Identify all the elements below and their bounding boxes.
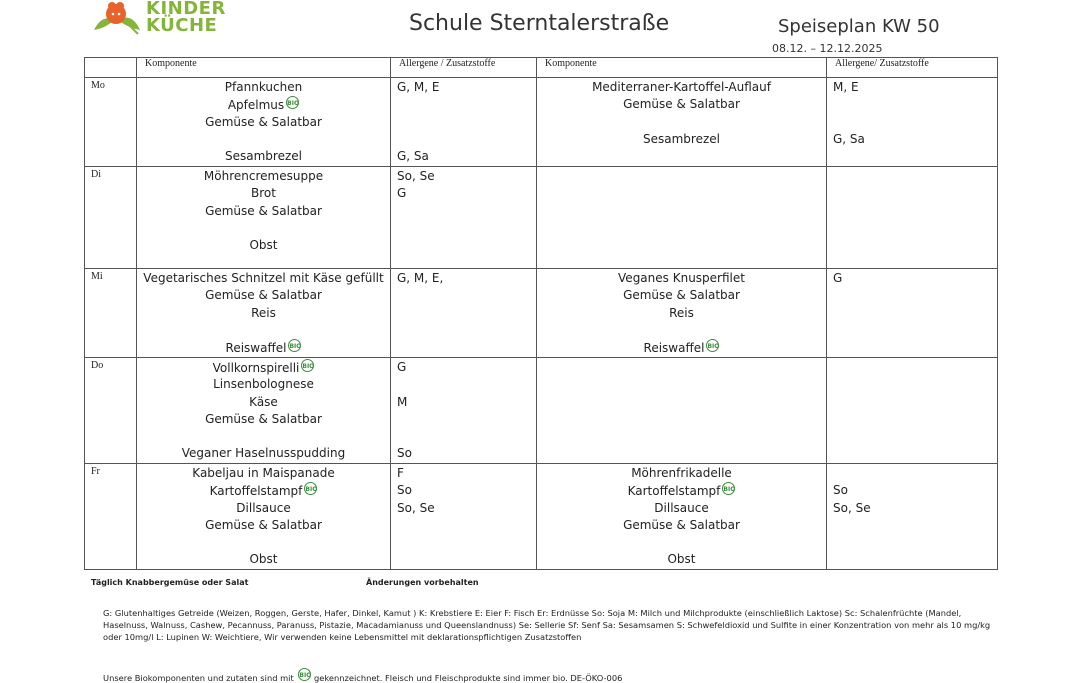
component-line: [137, 411, 390, 428]
component-line-text: Pfannkuchen: [224, 80, 303, 94]
plan-title: Speiseplan KW 50: [778, 16, 940, 37]
allergen-line-text: M: [397, 394, 408, 409]
allergen-line: [833, 411, 997, 428]
component-line: [537, 394, 826, 411]
logo-line-1: KINDER: [146, 0, 226, 19]
day-row: [85, 269, 998, 358]
component-line-text: Möhrencremesuppe: [203, 169, 324, 183]
menu-2-cell: [537, 167, 827, 269]
component-line: [137, 220, 390, 237]
component-line-text: Reis: [669, 305, 694, 320]
component-line: [137, 482, 390, 499]
day-row: [85, 464, 998, 570]
allergen-line: [397, 411, 536, 428]
component-line-text: Vegetarisches Schnitzel mit Käse gefüllt: [143, 271, 384, 285]
component-line: [537, 428, 826, 445]
component-line: [537, 322, 826, 339]
allergen-line: [833, 482, 997, 499]
allergen-line: [397, 114, 536, 131]
allergen-line-text: G: [397, 186, 407, 201]
menu-2-cell: [537, 269, 827, 358]
component-line-text: Gemüse & Salatbar: [205, 517, 322, 532]
day-label: Do: [85, 358, 137, 464]
allergen-line: [397, 287, 536, 304]
allergen-line-text: So: [397, 483, 412, 498]
component-line: [137, 359, 390, 376]
allergen-line: [833, 445, 997, 462]
bio-seal-icon: BIO: [304, 482, 317, 495]
menu-1-cell: [137, 464, 391, 570]
component-line: [537, 339, 826, 356]
component-line-text: Sesambrezel: [643, 131, 720, 146]
allergen-line: [397, 359, 536, 376]
allergens-1-cell: [391, 78, 537, 167]
bio-seal-icon: BIO: [286, 96, 299, 109]
component-line: [137, 168, 390, 185]
day-label: Mi: [85, 269, 137, 358]
allergen-line: [833, 79, 997, 96]
header-komponente-2: Komponente: [537, 58, 827, 78]
allergen-line: [833, 428, 997, 445]
allergen-line-text: So: [397, 446, 412, 461]
allergen-line: [397, 79, 536, 96]
allergen-line: [833, 287, 997, 304]
allergens-1-cell: [391, 269, 537, 358]
allergen-line: [833, 270, 997, 287]
component-line: [137, 517, 390, 534]
component-line: [537, 482, 826, 499]
allergens-2-cell: [827, 464, 998, 570]
component-line-text: Vollkornspirelli: [212, 361, 300, 375]
allergen-line: [397, 322, 536, 339]
component-line: [137, 237, 390, 254]
allergen-line: [397, 220, 536, 237]
allergen-line-text: G, M, E: [397, 80, 440, 94]
component-line: [537, 237, 826, 254]
component-line: [137, 96, 390, 113]
component-line-text: Dillsauce: [654, 500, 709, 515]
component-line-text: Mediterraner-Kartoffel-Auflauf: [592, 80, 771, 94]
allergen-line: [833, 305, 997, 322]
component-line: [537, 551, 826, 568]
component-line: [537, 220, 826, 237]
header-komponente-1: Komponente: [137, 58, 391, 78]
component-line: [137, 322, 390, 339]
allergen-legend: G: Glutenhaltiges Getreide (Weizen, Roggen, Gerste, Hafer, Dinkel, Kamut ) K: Krebstiere E: Eier F: Fisch Er: Erdnüsse So: Soja M: Milch und Milchprodukte (einschließlich Laktose) Sc: Schalenfrüchte (Mandel, Haselnuss, Walnuss, Cashew, Pecannuss, Paranuss, Pistazie, Macadamianuss und Queenslandnuss) Se: Sellerie Sf: Senf Sa: Sesamsamen S: Schwefeldioxid und Sulfite in einer Konzentration von mehr als 10 mg/kg oder 10mg/l L: Lupinen W: Weichtiere, Wir verwenden keine Lebensmittel mit deklarationspflichtigen Zusatzstoffen: [103, 608, 991, 643]
allergen-line: [833, 517, 997, 534]
component-line: [137, 339, 390, 356]
component-line: [137, 305, 390, 322]
allergen-line: [833, 237, 997, 254]
header-allergene-2: Allergene/ Zusatzstoffe: [827, 58, 998, 78]
menu-1-cell: [137, 167, 391, 269]
menu-2-cell: [537, 464, 827, 570]
chef-mascot-icon: [88, 0, 144, 36]
allergen-line: [833, 376, 997, 393]
component-line: [137, 114, 390, 131]
component-line: [137, 148, 390, 165]
component-line: [537, 287, 826, 304]
allergen-line: [397, 445, 536, 462]
menu-2-cell: [537, 78, 827, 167]
component-line: [537, 445, 826, 462]
component-line: [137, 394, 390, 411]
allergen-line: [397, 305, 536, 322]
allergen-line: [397, 482, 536, 499]
allergen-line: [833, 131, 997, 148]
menu-1-cell: [137, 269, 391, 358]
allergen-line: [397, 376, 536, 393]
allergen-line-text: So, Se: [397, 169, 435, 183]
header-day-cell: [85, 58, 137, 78]
component-line-text: Obst: [249, 238, 278, 253]
allergen-line-text: So, Se: [833, 500, 871, 515]
component-line-text: Gemüse & Salatbar: [623, 97, 740, 112]
allergens-1-cell: [391, 358, 537, 464]
allergen-line: [833, 500, 997, 517]
bio-seal-icon: BIO: [298, 668, 311, 681]
allergen-line: [833, 339, 997, 356]
component-line: [137, 185, 390, 202]
component-line-text: Apfelmus: [227, 98, 285, 113]
component-line: [537, 517, 826, 534]
school-title: Schule Sterntalerstraße: [409, 11, 670, 36]
component-line: [537, 96, 826, 113]
component-line: [537, 534, 826, 551]
component-line: [537, 114, 826, 131]
component-line: [537, 465, 826, 482]
allergen-line: [397, 185, 536, 202]
component-line-text: Gemüse & Salatbar: [205, 288, 322, 303]
allergen-line-text: M, E: [833, 80, 859, 94]
bio-seal-icon: BIO: [706, 339, 719, 352]
bio-footnote-text-a: Unsere Biokomponenten und zutaten sind mit: [103, 673, 294, 683]
allergens-2-cell: [827, 78, 998, 167]
allergen-line: [397, 551, 536, 568]
day-row: [85, 78, 998, 167]
component-line: [137, 131, 390, 148]
allergen-line-text: G, M, E,: [397, 271, 444, 285]
day-row: [85, 167, 998, 269]
bio-footnote-text-b: gekennzeichnet. Fleisch und Fleischprodukte sind immer bio. DE-ÖKO-006: [314, 673, 623, 683]
component-line-text: Veganer Haselnusspudding: [181, 446, 346, 461]
component-line-text: Reis: [251, 305, 276, 320]
menu-body: [85, 78, 998, 570]
component-line-text: Sesambrezel: [225, 149, 302, 164]
allergen-line-text: So, Se: [397, 500, 435, 515]
component-line: [137, 203, 390, 220]
table-header-row: [85, 58, 998, 78]
component-line: [537, 168, 826, 185]
allergens-2-cell: [827, 358, 998, 464]
component-line-text: Gemüse & Salatbar: [623, 288, 740, 303]
allergen-line: [397, 168, 536, 185]
daily-note: Täglich Knabbergemüse oder Salat: [91, 578, 249, 587]
component-line: [137, 376, 390, 393]
day-label: Di: [85, 167, 137, 269]
component-line: [537, 305, 826, 322]
menu-table: [84, 57, 998, 570]
kinderkueche-logo: [88, 0, 228, 36]
allergen-line: [397, 534, 536, 551]
allergens-2-cell: [827, 167, 998, 269]
component-line: [537, 148, 826, 165]
component-line: [137, 428, 390, 445]
bio-seal-icon: BIO: [288, 339, 301, 352]
component-line: [537, 411, 826, 428]
component-line: [537, 185, 826, 202]
allergen-line-text: G, Sa: [397, 149, 429, 164]
day-label: Fr: [85, 464, 137, 570]
allergen-line-text: G: [833, 271, 843, 285]
allergen-line: [397, 517, 536, 534]
allergen-line-text: G, Sa: [833, 131, 865, 146]
component-line: [137, 445, 390, 462]
component-line: [137, 551, 390, 568]
component-line-text: Reiswaffel: [643, 341, 705, 356]
allergen-line: [397, 148, 536, 165]
component-line-text: Veganes Knusperfilet: [618, 271, 745, 285]
changes-note: Änderungen vorbehalten: [366, 578, 479, 587]
day-label: Mo: [85, 78, 137, 167]
allergen-line-text: So: [833, 483, 848, 498]
allergen-line: [397, 428, 536, 445]
allergen-line: [833, 148, 997, 165]
component-line: [137, 534, 390, 551]
component-line-text: Brot: [251, 186, 276, 201]
component-line-text: Gemüse & Salatbar: [623, 517, 740, 532]
component-line-text: Reiswaffel: [225, 341, 287, 356]
component-line: [137, 287, 390, 304]
allergen-line: [833, 322, 997, 339]
bio-footnote: [103, 668, 622, 683]
component-line: [137, 465, 390, 482]
allergen-line: [397, 465, 536, 482]
component-line: [537, 359, 826, 376]
allergen-line-text: G: [397, 360, 407, 374]
component-line-text: Gemüse & Salatbar: [205, 114, 322, 129]
component-line-text: Gemüse & Salatbar: [205, 411, 322, 426]
menu-2-cell: [537, 358, 827, 464]
component-line-text: Gemüse & Salatbar: [205, 203, 322, 218]
component-line: [537, 79, 826, 96]
component-line-text: Obst: [667, 552, 696, 567]
component-line-text: Käse: [249, 394, 278, 409]
component-line: [137, 500, 390, 517]
allergens-1-cell: [391, 167, 537, 269]
allergen-line: [397, 203, 536, 220]
allergen-line: [833, 220, 997, 237]
allergen-line: [833, 359, 997, 376]
allergen-line: [833, 203, 997, 220]
menu-1-cell: [137, 78, 391, 167]
logo-wordmark: [146, 0, 226, 34]
component-line: [537, 500, 826, 517]
component-line-text: Linsenbolognese: [213, 377, 314, 392]
menu-1-cell: [137, 358, 391, 464]
component-line-text: Kartoffelstampf: [627, 484, 721, 499]
day-row: [85, 358, 998, 464]
component-line: [537, 131, 826, 148]
allergen-line: [397, 270, 536, 287]
allergen-line: [833, 551, 997, 568]
allergen-line: [397, 131, 536, 148]
component-line-text: Obst: [249, 552, 278, 567]
allergen-line: [397, 339, 536, 356]
allergens-2-cell: [827, 269, 998, 358]
week-dates: 08.12. – 12.12.2025: [772, 42, 883, 55]
component-line-text: Möhrenfrikadelle: [631, 466, 732, 480]
allergen-line: [397, 237, 536, 254]
component-line-text: Dillsauce: [236, 500, 291, 515]
logo-line-2: KÜCHE: [146, 15, 218, 36]
allergens-1-cell: [391, 464, 537, 570]
allergen-line: [833, 465, 997, 482]
allergen-line: [833, 114, 997, 131]
allergen-line: [833, 534, 997, 551]
allergen-line: [833, 394, 997, 411]
allergen-line: [833, 185, 997, 202]
component-line: [137, 270, 390, 287]
bio-seal-icon: BIO: [301, 359, 314, 372]
allergen-line-text: F: [397, 466, 404, 480]
component-line-text: Kartoffelstampf: [209, 484, 303, 499]
allergen-line: [833, 96, 997, 113]
allergen-line: [397, 500, 536, 517]
header-allergene-1: Allergene / Zusatzstoffe: [391, 58, 537, 78]
bio-seal-icon: BIO: [722, 482, 735, 495]
allergen-line: [833, 168, 997, 185]
component-line: [537, 376, 826, 393]
allergen-line: [397, 394, 536, 411]
component-line: [537, 270, 826, 287]
allergen-line: [397, 96, 536, 113]
component-line: [137, 79, 390, 96]
component-line: [537, 203, 826, 220]
component-line-text: Kabeljau in Maispanade: [192, 466, 335, 480]
